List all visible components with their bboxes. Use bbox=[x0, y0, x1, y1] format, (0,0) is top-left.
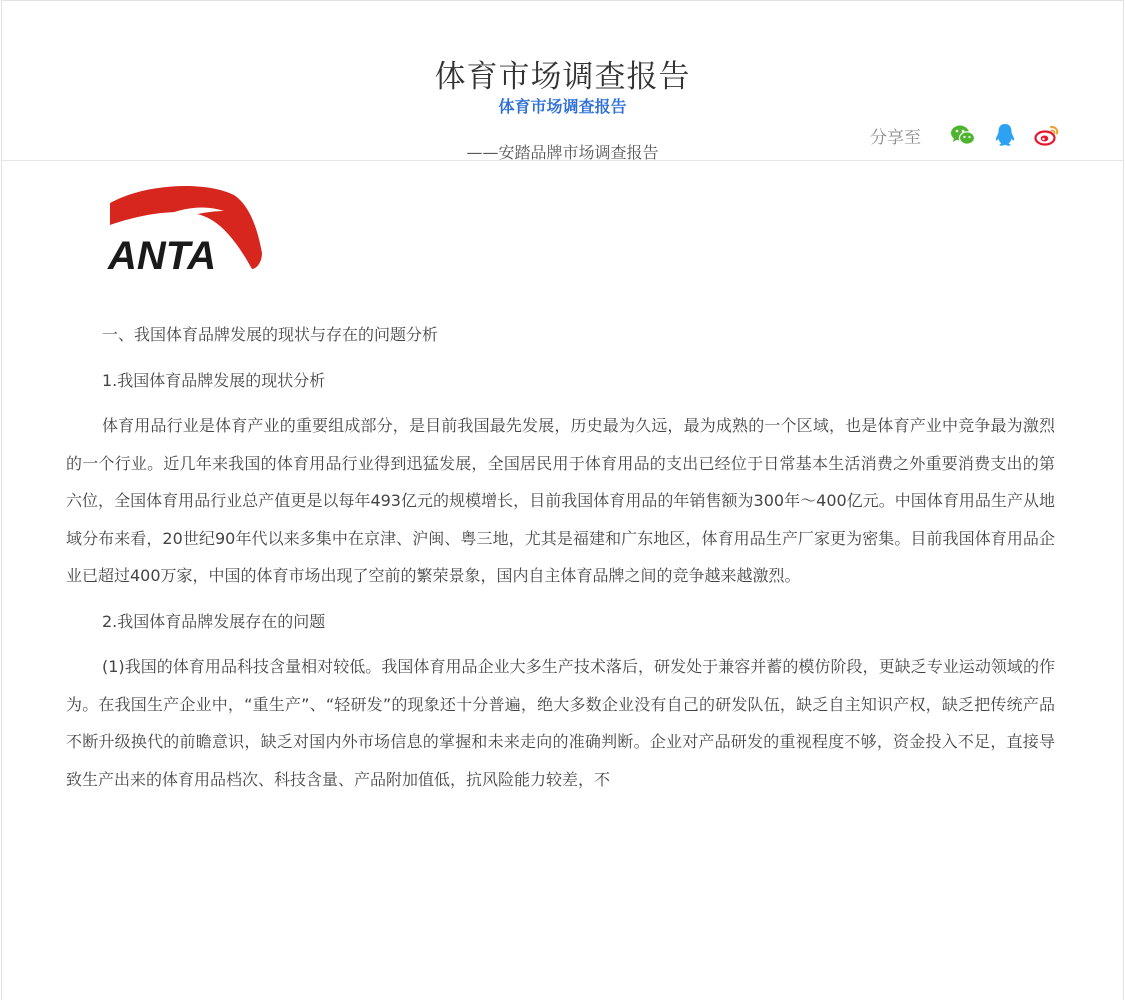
paragraph: 体育用品行业是体育产业的重要组成部分，是目前我国最先发展，历史最为久远，最为成熟的一个区域，也是体育产业中竞争最为激烈的一个行业。近几年来我国的体育用品行业得到迅猛发展，全国居民用于体育用品的支出已经位于日常基本生活消费之外重要消费支出的第六位，全国体育用品行业总产值更是以每年493亿元的规模增长，目前我国体育用品的年销售额为300年～400亿元。中国体育用品生产从地域分布来看，20世纪90年代以来多集中在京津、沪闽、粤三地，尤其是福建和广东地区，体育用品生产厂家更为密集。目前我国体育用品企业已超过400万家，中国的体育市场出现了空前的繁荣景象，国内自主体育品牌之间的竞争越来越激烈。 bbox=[66, 416, 1055, 585]
page-title: 体育市场调查报告 bbox=[434, 59, 691, 95]
subsection-heading: 2.我国体育品牌发展存在的问题 bbox=[102, 611, 326, 631]
anta-logo-text: ANTA bbox=[108, 234, 217, 275]
anta-logo bbox=[106, 185, 266, 275]
subsection-heading: 1.我国体育品牌发展的现状分析 bbox=[102, 370, 326, 390]
document-title: 体育市场调查报告 bbox=[498, 97, 627, 116]
share-label: 分享至 bbox=[870, 127, 921, 148]
section-heading: 一、我国体育品牌发展的现状与存在的问题分析 bbox=[102, 325, 439, 344]
page-header bbox=[2, 1, 1123, 161]
page bbox=[1, 0, 1124, 1000]
document-subtitle: ——安踏品牌市场调查报告 bbox=[466, 143, 659, 162]
paragraph: (1)我国的体育用品科技含量相对较低。我国体育用品企业大多生产技术落后，研发处于兼容并蓄的模仿阶段，更缺乏专业运动领域的作为。在我国生产企业中，“重生产”、“轻研发”的现象还十分普遍，绝大多数企业没有自己的研发队伍，缺乏自主知识产权，缺乏把传统产品不断升级换代的前瞻意识，缺乏对国内外市场信息的掌握和未来走向的准确判断。企业对产品研发的重视程度不够，资金投入不足，直接导致生产出来的体育用品档次、科技含量、产品附加值低，抗风险能力较差，不 bbox=[66, 657, 1055, 789]
document-body bbox=[66, 316, 1055, 806]
